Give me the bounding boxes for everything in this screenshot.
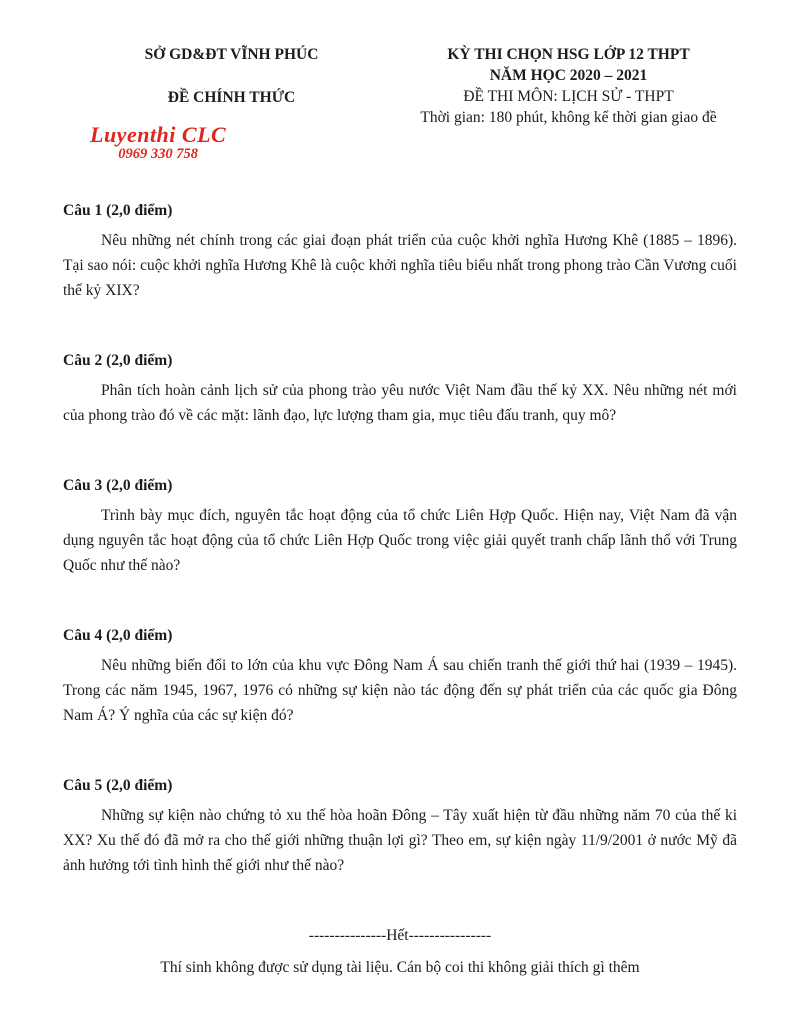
header-left-column: [63, 44, 400, 162]
brand-logo-phone: 0969 330 758: [118, 146, 198, 162]
exam-footer: [63, 925, 737, 978]
exam-duration: Thời gian: 180 phút, không kể thời gian giao đề: [420, 109, 717, 126]
question-5-text: Những sự kiện nào chứng tỏ xu thế hòa hoãn Đông – Tây xuất hiện từ đầu những năm 70 của thế ki XX? Xu thế đó đã mở ra cho thế giới những thuận lợi gì? Theo em, sự kiện ngày 11/9/2001 ở nước Mỹ đã ảnh hưởng tới tình hình thế giới như thế nào?: [63, 807, 737, 874]
brand-logo-text: Luyenthi CLC: [90, 122, 227, 147]
question-1-text: Nêu những nét chính trong các giai đoạn phát triển của cuộc khởi nghĩa Hương Khê (1885 – 1896). Tại sao nói: cuộc khởi nghĩa Hương Khê là cuộc khởi nghĩa tiêu biểu nhất trong phong trào Cần Vương cuối thế kỷ XIX?: [63, 232, 737, 299]
official-exam-label: ĐỀ CHÍNH THỨC: [167, 89, 296, 106]
question-1: [63, 200, 737, 303]
exam-title: KỲ THI CHỌN HSG LỚP 12 THPT: [447, 46, 690, 63]
issuing-authority: SỞ GD&ĐT VĨNH PHÚC: [144, 46, 319, 63]
question-2-text: Phân tích hoàn cảnh lịch sử của phong trào yêu nước Việt Nam đầu thế kỷ XX. Nêu những nét mới của phong trào đó về các mặt: lãnh đạo, lực lượng tham gia, mục tiêu đấu tranh, quy mô?: [63, 382, 737, 424]
brand-logo: [90, 123, 226, 162]
question-4-text: Nêu những biến đổi to lớn của khu vực Đông Nam Á sau chiến tranh thế giới thứ hai (1939 – 1945). Trong các năm 1945, 1967, 1976 có những sự kiện nào tác động đến sự phát triển của các quốc gia Đông Nam Á? Ý nghĩa của các sự kiện đó?: [63, 657, 737, 724]
question-2-heading: Câu 2 (2,0 điểm): [63, 352, 173, 369]
question-5: [63, 775, 737, 878]
question-2: [63, 350, 737, 428]
question-1-heading: Câu 1 (2,0 điểm): [63, 202, 173, 219]
exam-header: [63, 44, 737, 162]
question-3-text: Trình bày mục đích, nguyên tắc hoạt động của tổ chức Liên Hợp Quốc. Hiện nay, Việt Nam đã vận dụng nguyên tắc hoạt động của tổ chức Liên Hợp Quốc trong việc giải quyết tranh chấp lãnh thổ với Trung Quốc như thế nào?: [63, 507, 737, 574]
end-of-exam-marker: ---------------Hết----------------: [308, 927, 492, 944]
questions-section: [63, 200, 737, 878]
question-5-heading: Câu 5 (2,0 điểm): [63, 777, 173, 794]
header-right-column: [400, 44, 737, 162]
exam-school-year: NĂM HỌC 2020 – 2021: [489, 67, 648, 84]
question-3: [63, 475, 737, 578]
question-4-heading: Câu 4 (2,0 điểm): [63, 627, 173, 644]
exam-instructions-note: Thí sinh không được sử dụng tài liệu. Cán bộ coi thi không giải thích gì thêm: [160, 959, 640, 976]
exam-subject: ĐỀ THI MÔN: LỊCH SỬ - THPT: [463, 88, 674, 105]
question-4: [63, 625, 737, 728]
question-3-heading: Câu 3 (2,0 điểm): [63, 477, 173, 494]
